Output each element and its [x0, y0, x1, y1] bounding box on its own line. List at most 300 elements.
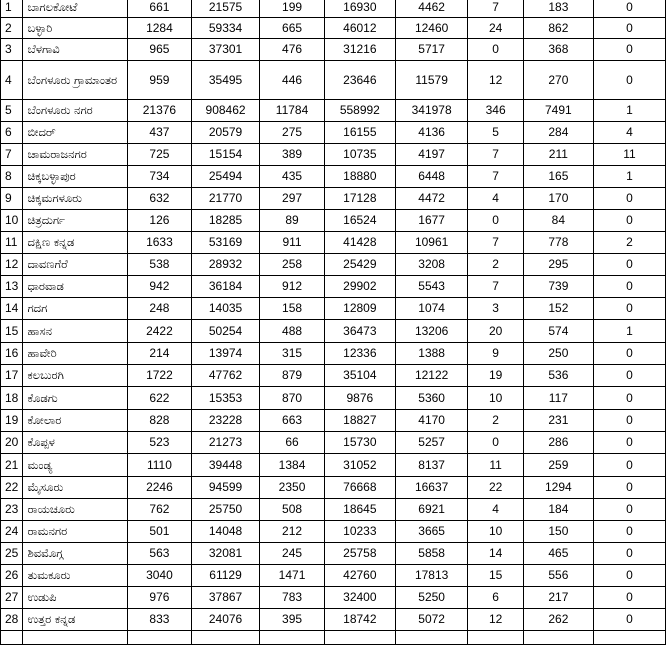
district-name-cell: ಚಾಮರಾಜನಗರ: [23, 144, 128, 166]
value-cell-8: 1: [593, 320, 665, 343]
value-cell-5: 5858: [395, 543, 468, 565]
value-cell-7: 284: [523, 122, 593, 144]
value-cell-4: 46012: [324, 18, 395, 39]
value-cell-5: 5072: [395, 609, 468, 631]
value-cell-8: 1: [593, 100, 665, 122]
value-cell-6: 346: [468, 100, 523, 122]
value-cell-4: 18880: [324, 166, 395, 188]
value-cell-8: 0: [593, 587, 665, 609]
value-cell-1: 501: [127, 521, 191, 543]
value-cell-5: 5257: [395, 432, 468, 454]
serial-number-cell: 20: [1, 432, 23, 454]
value-cell-5: 4462: [395, 0, 468, 18]
serial-number-cell: 22: [1, 477, 23, 499]
value-cell-4: 18827: [324, 410, 395, 432]
value-cell-7: 368: [523, 39, 593, 61]
table-row: [1, 166, 666, 188]
value-cell-3: 435: [260, 166, 325, 188]
value-cell-6: 20: [468, 320, 523, 343]
value-cell-5: 10961: [395, 232, 468, 254]
table-row: [1, 587, 666, 609]
value-cell-8: 0: [593, 477, 665, 499]
value-cell-8: 0: [593, 39, 665, 61]
table-row: [1, 210, 666, 232]
value-cell-8: 0: [593, 565, 665, 587]
value-cell-6: 10: [468, 387, 523, 410]
table-row: [1, 254, 666, 276]
value-cell-1: 2246: [127, 477, 191, 499]
value-cell-7: 84: [523, 210, 593, 232]
value-cell-7: 574: [523, 320, 593, 343]
value-cell-2: 25750: [191, 499, 259, 521]
value-cell-3: 783: [260, 587, 325, 609]
table-row: [1, 232, 666, 254]
district-name-cell: ಕಲಬುರಗಿ: [23, 365, 128, 387]
value-cell-5: 5250: [395, 587, 468, 609]
value-cell-2: 50254: [191, 320, 259, 343]
value-cell-2: 21770: [191, 188, 259, 210]
value-cell-8: 0: [593, 276, 665, 298]
value-cell-1: 538: [127, 254, 191, 276]
value-cell-5: 4170: [395, 410, 468, 432]
value-cell-2: 61129: [191, 565, 259, 587]
value-cell-1: 622: [127, 387, 191, 410]
district-name-cell: ದಾವಣಗೆರೆ: [23, 254, 128, 276]
value-cell-5: 6448: [395, 166, 468, 188]
value-cell-3: 389: [260, 144, 325, 166]
value-cell-8: 0: [593, 432, 665, 454]
serial-number-cell: 10: [1, 210, 23, 232]
value-cell-2: 14035: [191, 298, 259, 320]
value-cell-6: 0: [468, 210, 523, 232]
value-cell-4: 16930: [324, 0, 395, 18]
value-cell-6: 7: [468, 166, 523, 188]
value-cell-1: 1722: [127, 365, 191, 387]
empty-cell: [468, 631, 523, 645]
value-cell-4: 17128: [324, 188, 395, 210]
value-cell-2: 14048: [191, 521, 259, 543]
value-cell-1: 959: [127, 61, 191, 100]
value-cell-7: 150: [523, 521, 593, 543]
empty-cell: [324, 631, 395, 645]
value-cell-5: 1388: [395, 343, 468, 365]
value-cell-6: 0: [468, 39, 523, 61]
empty-cell: [1, 631, 23, 645]
value-cell-7: 862: [523, 18, 593, 39]
value-cell-6: 7: [468, 276, 523, 298]
value-cell-2: 18285: [191, 210, 259, 232]
value-cell-7: 778: [523, 232, 593, 254]
district-name-cell: ಉಡುಪಿ: [23, 587, 128, 609]
table-row: [1, 543, 666, 565]
table-row: [1, 100, 666, 122]
value-cell-7: 536: [523, 365, 593, 387]
value-cell-3: 1471: [260, 565, 325, 587]
value-cell-7: 270: [523, 61, 593, 100]
value-cell-4: 41428: [324, 232, 395, 254]
value-cell-5: 4197: [395, 144, 468, 166]
value-cell-3: 275: [260, 122, 325, 144]
value-cell-8: 0: [593, 609, 665, 631]
value-cell-4: 12336: [324, 343, 395, 365]
empty-cell: [523, 631, 593, 645]
district-name-cell: ಶಿವಮೊಗ್ಗ: [23, 543, 128, 565]
value-cell-4: 16524: [324, 210, 395, 232]
value-cell-5: 6921: [395, 499, 468, 521]
value-cell-2: 39448: [191, 454, 259, 477]
table-row: [1, 61, 666, 100]
table-row: [1, 39, 666, 61]
district-name-cell: ಧಾರವಾಡ: [23, 276, 128, 298]
district-name-cell: ಚಿತ್ರದುರ್ಗ: [23, 210, 128, 232]
value-cell-1: 734: [127, 166, 191, 188]
empty-cell: [191, 631, 259, 645]
value-cell-8: 0: [593, 210, 665, 232]
value-cell-7: 739: [523, 276, 593, 298]
value-cell-1: 725: [127, 144, 191, 166]
value-cell-6: 2: [468, 254, 523, 276]
serial-number-cell: 1: [1, 0, 23, 18]
table-row: [1, 188, 666, 210]
value-cell-8: 0: [593, 18, 665, 39]
value-cell-6: 12: [468, 61, 523, 100]
value-cell-3: 870: [260, 387, 325, 410]
value-cell-4: 10233: [324, 521, 395, 543]
value-cell-5: 1074: [395, 298, 468, 320]
district-name-cell: ಕೊಪ್ಪಳ: [23, 432, 128, 454]
value-cell-3: 11784: [260, 100, 325, 122]
value-cell-6: 7: [468, 0, 523, 18]
empty-cell: [593, 631, 665, 645]
value-cell-7: 117: [523, 387, 593, 410]
value-cell-3: 245: [260, 543, 325, 565]
district-name-cell: ಬೀದರ್: [23, 122, 128, 144]
value-cell-6: 4: [468, 188, 523, 210]
district-name-cell: ಉತ್ತರ ಕನ್ನಡ: [23, 609, 128, 631]
empty-cell: [395, 631, 468, 645]
value-cell-2: 15353: [191, 387, 259, 410]
serial-number-cell: 14: [1, 298, 23, 320]
value-cell-1: 828: [127, 410, 191, 432]
value-cell-4: 10735: [324, 144, 395, 166]
value-cell-8: 0: [593, 521, 665, 543]
value-cell-5: 3208: [395, 254, 468, 276]
value-cell-6: 2: [468, 410, 523, 432]
value-cell-8: 0: [593, 254, 665, 276]
value-cell-8: 0: [593, 387, 665, 410]
value-cell-3: 66: [260, 432, 325, 454]
value-cell-3: 665: [260, 18, 325, 39]
district-name-cell: ಕೋಲಾರ: [23, 410, 128, 432]
table-row: [1, 387, 666, 410]
value-cell-4: 31052: [324, 454, 395, 477]
value-cell-5: 1677: [395, 210, 468, 232]
empty-cell: [260, 631, 325, 645]
empty-cell: [127, 631, 191, 645]
value-cell-7: 211: [523, 144, 593, 166]
value-cell-3: 911: [260, 232, 325, 254]
table-row: [1, 432, 666, 454]
value-cell-6: 12: [468, 609, 523, 631]
value-cell-6: 0: [468, 432, 523, 454]
serial-number-cell: 27: [1, 587, 23, 609]
value-cell-2: 20579: [191, 122, 259, 144]
table-row: [1, 410, 666, 432]
value-cell-6: 3: [468, 298, 523, 320]
district-name-cell: ಬೆಂಗಳೂರು ಗ್ರಾಮಾಂತರ: [23, 61, 128, 100]
value-cell-3: 508: [260, 499, 325, 521]
value-cell-6: 4: [468, 499, 523, 521]
value-cell-2: 13974: [191, 343, 259, 365]
value-cell-4: 35104: [324, 365, 395, 387]
serial-number-cell: 15: [1, 320, 23, 343]
value-cell-8: 11: [593, 144, 665, 166]
value-cell-1: 21376: [127, 100, 191, 122]
value-cell-3: 1384: [260, 454, 325, 477]
value-cell-7: 295: [523, 254, 593, 276]
table-row: [1, 521, 666, 543]
value-cell-8: 0: [593, 365, 665, 387]
value-cell-4: 29902: [324, 276, 395, 298]
value-cell-2: 21273: [191, 432, 259, 454]
value-cell-1: 1110: [127, 454, 191, 477]
value-cell-4: 12809: [324, 298, 395, 320]
table-row: [1, 609, 666, 631]
value-cell-2: 32081: [191, 543, 259, 565]
value-cell-6: 15: [468, 565, 523, 587]
district-name-cell: ಚಿಕ್ಕಬಳ್ಳಾಪುರ: [23, 166, 128, 188]
district-name-cell: ಹಾವೇರಿ: [23, 343, 128, 365]
empty-cell: [23, 631, 128, 645]
serial-number-cell: 8: [1, 166, 23, 188]
serial-number-cell: 25: [1, 543, 23, 565]
value-cell-2: 24076: [191, 609, 259, 631]
value-cell-2: 37867: [191, 587, 259, 609]
serial-number-cell: 11: [1, 232, 23, 254]
value-cell-4: 31216: [324, 39, 395, 61]
value-cell-1: 3040: [127, 565, 191, 587]
value-cell-3: 89: [260, 210, 325, 232]
value-cell-8: 0: [593, 188, 665, 210]
table-row-partial: [1, 631, 666, 645]
value-cell-5: 12122: [395, 365, 468, 387]
value-cell-4: 16155: [324, 122, 395, 144]
value-cell-3: 315: [260, 343, 325, 365]
value-cell-7: 231: [523, 410, 593, 432]
value-cell-5: 13206: [395, 320, 468, 343]
value-cell-5: 17813: [395, 565, 468, 587]
value-cell-4: 25758: [324, 543, 395, 565]
serial-number-cell: 21: [1, 454, 23, 477]
serial-number-cell: 6: [1, 122, 23, 144]
serial-number-cell: 24: [1, 521, 23, 543]
value-cell-8: 0: [593, 298, 665, 320]
value-cell-8: 0: [593, 454, 665, 477]
table-row: [1, 0, 666, 18]
value-cell-1: 2422: [127, 320, 191, 343]
value-cell-1: 762: [127, 499, 191, 521]
district-name-cell: ರಾಯಚೂರು: [23, 499, 128, 521]
value-cell-7: 183: [523, 0, 593, 18]
value-cell-4: 25429: [324, 254, 395, 276]
table-row: [1, 477, 666, 499]
value-cell-7: 217: [523, 587, 593, 609]
district-name-cell: ಗದಗ: [23, 298, 128, 320]
value-cell-6: 7: [468, 232, 523, 254]
value-cell-1: 965: [127, 39, 191, 61]
value-cell-3: 199: [260, 0, 325, 18]
value-cell-1: 437: [127, 122, 191, 144]
table-row: [1, 565, 666, 587]
table-row: [1, 122, 666, 144]
value-cell-8: 4: [593, 122, 665, 144]
value-cell-2: 908462: [191, 100, 259, 122]
serial-number-cell: 4: [1, 61, 23, 100]
value-cell-4: 18742: [324, 609, 395, 631]
value-cell-2: 47762: [191, 365, 259, 387]
value-cell-1: 632: [127, 188, 191, 210]
value-cell-3: 879: [260, 365, 325, 387]
value-cell-2: 21575: [191, 0, 259, 18]
value-cell-8: 0: [593, 410, 665, 432]
value-cell-1: 214: [127, 343, 191, 365]
value-cell-5: 16637: [395, 477, 468, 499]
value-cell-8: 0: [593, 61, 665, 100]
value-cell-4: 76668: [324, 477, 395, 499]
value-cell-7: 165: [523, 166, 593, 188]
table-row: [1, 276, 666, 298]
value-cell-2: 28932: [191, 254, 259, 276]
value-cell-6: 11: [468, 454, 523, 477]
value-cell-1: 833: [127, 609, 191, 631]
value-cell-3: 158: [260, 298, 325, 320]
value-cell-1: 248: [127, 298, 191, 320]
value-cell-3: 258: [260, 254, 325, 276]
serial-number-cell: 16: [1, 343, 23, 365]
serial-number-cell: 12: [1, 254, 23, 276]
value-cell-6: 10: [468, 521, 523, 543]
value-cell-4: 32400: [324, 587, 395, 609]
value-cell-2: 36184: [191, 276, 259, 298]
district-name-cell: ತುಮಕೂರು: [23, 565, 128, 587]
value-cell-7: 556: [523, 565, 593, 587]
value-cell-4: 558992: [324, 100, 395, 122]
serial-number-cell: 2: [1, 18, 23, 39]
value-cell-8: 1: [593, 166, 665, 188]
value-cell-1: 1284: [127, 18, 191, 39]
value-cell-8: 2: [593, 232, 665, 254]
value-cell-5: 5543: [395, 276, 468, 298]
value-cell-1: 661: [127, 0, 191, 18]
value-cell-7: 250: [523, 343, 593, 365]
value-cell-6: 6: [468, 587, 523, 609]
value-cell-7: 170: [523, 188, 593, 210]
value-cell-7: 152: [523, 298, 593, 320]
table-row: [1, 144, 666, 166]
district-name-cell: ದಕ್ಷಿಣ ಕನ್ನಡ: [23, 232, 128, 254]
serial-number-cell: 19: [1, 410, 23, 432]
value-cell-1: 976: [127, 587, 191, 609]
value-cell-5: 5360: [395, 387, 468, 410]
value-cell-7: 465: [523, 543, 593, 565]
district-name-cell: ಮೈಸೂರು: [23, 477, 128, 499]
district-name-cell: ಬಾಗಲಕೋಟೆ: [23, 0, 128, 18]
value-cell-6: 7: [468, 144, 523, 166]
value-cell-2: 35495: [191, 61, 259, 100]
value-cell-7: 184: [523, 499, 593, 521]
table-row: [1, 298, 666, 320]
value-cell-8: 0: [593, 543, 665, 565]
value-cell-2: 23228: [191, 410, 259, 432]
value-cell-5: 11579: [395, 61, 468, 100]
serial-number-cell: 3: [1, 39, 23, 61]
value-cell-7: 259: [523, 454, 593, 477]
district-name-cell: ರಾಮನಗರ: [23, 521, 128, 543]
value-cell-2: 59334: [191, 18, 259, 39]
table-row: [1, 454, 666, 477]
serial-number-cell: 18: [1, 387, 23, 410]
serial-number-cell: 17: [1, 365, 23, 387]
value-cell-7: 1294: [523, 477, 593, 499]
value-cell-7: 262: [523, 609, 593, 631]
value-cell-2: 15154: [191, 144, 259, 166]
value-cell-3: 297: [260, 188, 325, 210]
table-row: [1, 499, 666, 521]
value-cell-6: 9: [468, 343, 523, 365]
table-row: [1, 343, 666, 365]
value-cell-5: 8137: [395, 454, 468, 477]
value-cell-3: 912: [260, 276, 325, 298]
value-cell-3: 395: [260, 609, 325, 631]
value-cell-1: 126: [127, 210, 191, 232]
value-cell-2: 25494: [191, 166, 259, 188]
district-name-cell: ಬಳ್ಳಾರಿ: [23, 18, 128, 39]
serial-number-cell: 7: [1, 144, 23, 166]
value-cell-6: 24: [468, 18, 523, 39]
value-cell-5: 5717: [395, 39, 468, 61]
table-row: [1, 18, 666, 39]
value-cell-5: 12460: [395, 18, 468, 39]
value-cell-1: 942: [127, 276, 191, 298]
value-cell-6: 22: [468, 477, 523, 499]
serial-number-cell: 9: [1, 188, 23, 210]
value-cell-5: 341978: [395, 100, 468, 122]
district-name-cell: ಮಂಡ್ಯ: [23, 454, 128, 477]
value-cell-8: 0: [593, 0, 665, 18]
value-cell-3: 446: [260, 61, 325, 100]
serial-number-cell: 23: [1, 499, 23, 521]
value-cell-2: 53169: [191, 232, 259, 254]
value-cell-4: 23646: [324, 61, 395, 100]
value-cell-4: 15730: [324, 432, 395, 454]
value-cell-5: 4472: [395, 188, 468, 210]
value-cell-7: 286: [523, 432, 593, 454]
serial-number-cell: 26: [1, 565, 23, 587]
value-cell-4: 36473: [324, 320, 395, 343]
serial-number-cell: 28: [1, 609, 23, 631]
value-cell-8: 0: [593, 499, 665, 521]
value-cell-8: 0: [593, 343, 665, 365]
value-cell-6: 19: [468, 365, 523, 387]
value-cell-5: 3665: [395, 521, 468, 543]
table-body: [1, 0, 666, 645]
value-cell-3: 488: [260, 320, 325, 343]
district-name-cell: ಬೆಳಗಾವಿ: [23, 39, 128, 61]
table-row: [1, 365, 666, 387]
value-cell-5: 4136: [395, 122, 468, 144]
value-cell-4: 9876: [324, 387, 395, 410]
value-cell-3: 212: [260, 521, 325, 543]
